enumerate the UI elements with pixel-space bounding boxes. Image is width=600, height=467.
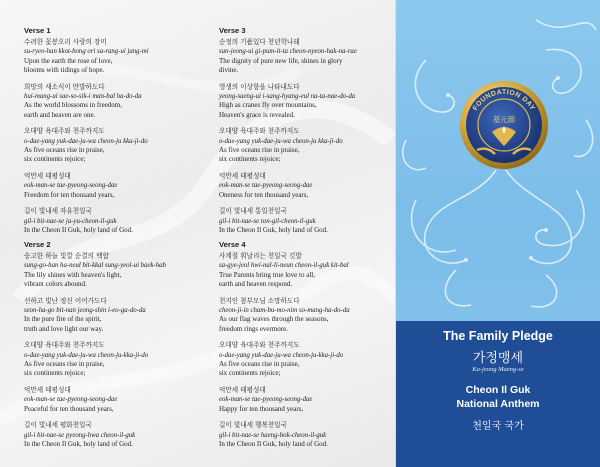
cover-subtitle-line2: National Anthem [456,398,540,410]
romanized-line: eok-man-se tae-pyeong-seong-dae [219,182,313,190]
english-line: The dignity of pure new life, shines in glory [219,56,343,65]
korean-line: 선하고 빛난 정신 이어가도다 [24,296,107,305]
korean-line: 억만세 태평성대 [24,385,71,394]
romanized-line: seon-ha-go bit-nan jeong-shin i-eo-ga-do-da [24,307,146,315]
romanized-line: o-dae-yang yuk-dae-ju-wa cheon-ju kka-ji-do [219,137,343,145]
romanized-line: eok-man-se tae-pyeong-seong-dae [24,396,118,404]
korean-line: 천지인 참부모님 소망하도다 [219,296,300,305]
english-line: In the Cheon Il Guk, holy land of God. [219,225,328,234]
english-line: earth and heaven respond. [219,280,293,289]
emblem-hanja: 基元節 [492,115,516,124]
stanza [24,172,209,200]
verse-2 [24,240,209,456]
stanza [24,341,209,379]
korean-line: 사계절 휘날리는 천일국 깃발 [219,252,302,260]
korean-line: 오대양 육대주와 천주까지도 [24,341,105,350]
stanza [24,38,209,76]
emblem-arc-text: FOUNDATION DAY [472,88,536,112]
romanized-line: sun-jeong-ui gi-pum-it-ta cheon-nyeon-hak-na-rae [219,48,357,56]
romanized-line: yeong-saeng-ui i-sang-hyang-eul na-ta-nae-do-da [219,93,356,101]
stanza [24,297,209,335]
english-line: Heaven's grace is revealed. [219,110,295,119]
english-line: six continents rejoice; [24,369,86,378]
romanized-line: o-dae-yang yuk-dae-ju-wa cheon-ju-kka-ji-do [219,351,344,359]
korean-line: 길이 빛내세 자유천일국 [24,207,92,216]
stanza [219,83,396,121]
stanza [219,127,396,165]
cover-subtitle-line1: Cheon Il Guk [465,384,531,396]
korean-line: 길이 빛내세 통일천일국 [219,207,287,216]
english-line: As five oceans rise in praise, [24,146,105,155]
english-line: six continents rejoice; [219,369,281,378]
verse-4 [219,240,396,456]
english-line: As five oceans rise in praise, [219,360,300,369]
english-line: six continents rejoice; [219,155,281,164]
korean-line: 희망의 새소식이 만발하도다 [24,82,105,91]
english-line: vibrant colors abound. [24,280,87,289]
english-line: As our flag waves through the seasons, [219,315,329,324]
verse-title: Verse 4 [219,240,246,249]
korean-line: 수려한 꽃봉오리 사랑의 장미 [24,38,107,46]
cover-subtitle-korean: 천일국 국가 [472,421,524,432]
korean-line: 영생의 이상향을 나타내도다 [219,82,300,91]
english-line: In the Cheon Il Guk, holy land of God. [24,225,133,234]
english-line: In the pure fire of the spirit, [24,315,102,324]
korean-line: 순정의 기품있다 천년학나래 [219,38,300,46]
english-line: blooms with tidings of hope. [24,66,105,75]
romanized-line: gil-i bit-nae-se ja-yu-cheon-il-guk [24,217,117,225]
stanza [219,386,396,414]
korean-line: 오대양 육대주와 천주까지도 [219,127,300,136]
romanized-line: gil-i bit-nae-se ton-gil-cheon-il-guk [219,217,316,225]
romanized-line: o-dae-yang yuk-dae-ju-wa cheon-ju-kka-ji-do [24,351,149,359]
stanza [24,127,209,165]
stanza [24,252,209,290]
romanized-line: cheon-ji-in cham-bu-mo-nim so-mang-ha-do-da [219,307,350,315]
stanza [24,421,209,449]
stanza [219,207,396,235]
english-line: In the Cheon Il Guk, holy land of God. [219,439,328,448]
verse-3 [219,26,396,242]
romanized-line: sung-go-han ha-neul bit-kkal sung-yeol-ui baek-hab [24,262,166,270]
romanized-line: sa-gye-jeol hwi-nal-li-neun cheon-il-guk kit-bal [219,262,349,270]
stanza [219,297,396,335]
cover-panel [396,0,600,467]
english-line: High as cranes fly over mountains, [219,101,317,110]
cover-title: The Family Pledge [443,329,553,343]
romanized-line: gil-i bit-nae-se pyeong-hwa cheon-il-guk [24,431,136,439]
english-line: Upon the earth the rose of love, [24,56,113,65]
korean-line: 숭고한 하늘 빛깔 순결의 백합 [24,252,109,260]
title-band [396,321,600,467]
korean-line: 억만세 태평성대 [219,171,266,180]
romanized-line: su-ryeo-han kkot-bong ori sa-rang-ui jang-mi [24,48,149,56]
stanza [24,83,209,121]
verse-title: Verse 1 [24,26,51,35]
english-line: True Parents bring true love to all, [219,270,315,279]
cover-title-romanized: Ka-jeong Maeng-se [472,366,524,373]
stanza [219,252,396,290]
english-line: As the world blossoms in freedom, [24,101,122,110]
romanized-line: gil-i bit-nae-se haeng-bok-cheon-il-guk [219,431,327,439]
english-line: six continents rejoice; [24,155,86,164]
cover-title-korean: 가정맹세 [472,351,524,366]
romanized-line: eok-man-se tae-pyeong-seong-dae [219,396,313,404]
romanized-line: eok-man-se tae-pyeong-seong-dae [24,182,118,190]
stanza [219,172,396,200]
english-line: The lily shines with heaven's light, [24,270,122,279]
verse-title: Verse 2 [24,240,51,249]
english-line: Oneness for ten thousand years, [219,190,309,199]
korean-line: 억만세 태평성대 [219,385,266,394]
verse-title: Verse 3 [219,26,246,35]
romanized-line: o-dae-yang yuk-dae-ju-wa cheon-ju kka-ji-do [24,137,148,145]
stanza [24,386,209,414]
english-line: earth and heaven are one. [24,110,96,119]
english-line: freedom rings evermore. [219,324,288,333]
stanza [219,38,396,76]
verse-1 [24,26,209,242]
english-line: As five oceans rise in praise, [24,360,105,369]
korean-line: 오대양 육대주와 천주까지도 [24,127,105,136]
english-line: In the Cheon Il Guk, holy land of God. [24,439,133,448]
english-line: Freedom for ten thousand years, [24,190,115,199]
english-line: Peaceful for ten thousand years, [24,404,114,413]
korean-line: 억만세 태평성대 [24,171,71,180]
stanza [24,207,209,235]
english-line: divine. [219,66,239,75]
stanza [219,341,396,379]
english-line: As five oceans rise in praise, [219,146,300,155]
stanza [219,421,396,449]
korean-line: 오대양 육대주와 천주까지도 [219,341,300,350]
korean-line: 길이 빛내세 평화천일국 [24,421,92,430]
foundation-day-emblem [459,80,549,170]
korean-line: 길이 빛내세 행복천일국 [219,421,287,430]
english-line: Happy for ten thousand years, [219,404,304,413]
romanized-line: hui-mang-ui sae-so-sik-i man-bal ha-do-da [24,93,142,101]
english-line: truth and love light our way. [24,324,104,333]
